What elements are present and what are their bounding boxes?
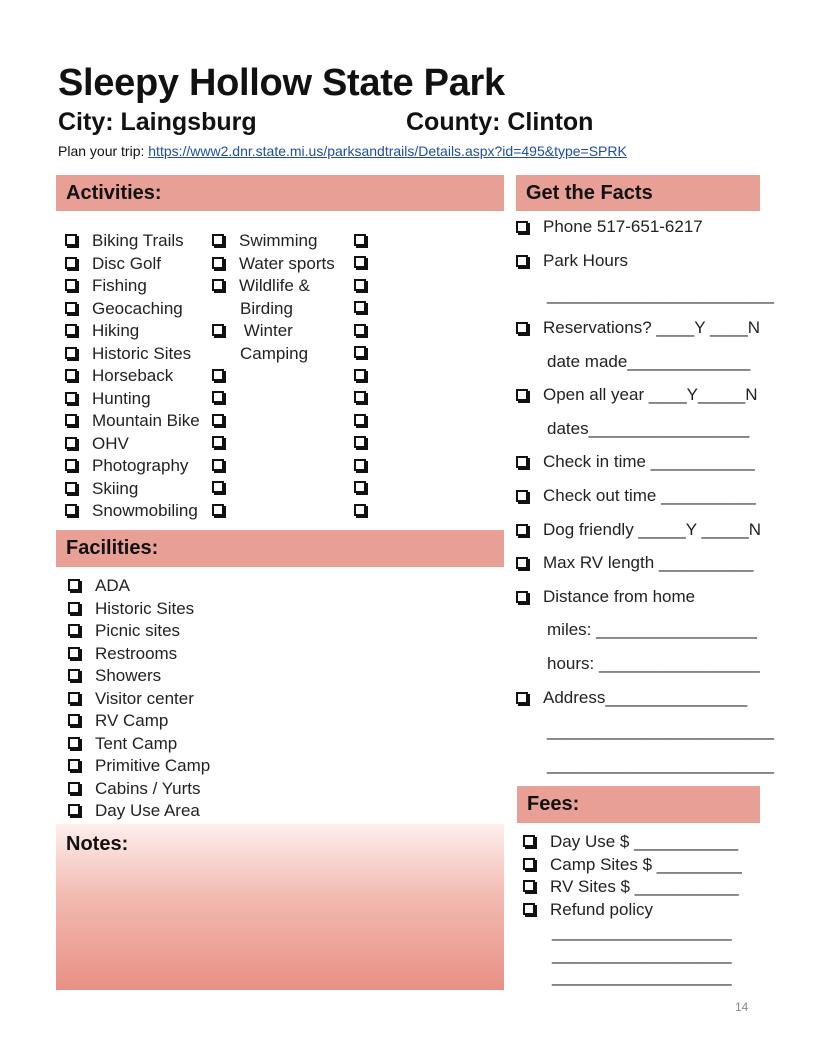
fee-rv-sites[interactable]: RV Sites $ ___________ <box>523 876 742 899</box>
fact-open-all-year[interactable]: Open all year ____Y_____N <box>516 385 758 405</box>
checkbox-icon[interactable] <box>354 391 366 403</box>
checkbox-icon[interactable] <box>212 504 224 516</box>
fact-park-hours[interactable]: Park Hours <box>516 251 628 271</box>
checkbox-icon[interactable] <box>65 504 77 516</box>
fact-address-line[interactable]: ________________________ <box>547 721 774 740</box>
fact-miles[interactable]: miles: _________________ <box>547 620 757 639</box>
activity-item[interactable]: Horseback <box>65 365 200 388</box>
checkbox-icon[interactable] <box>523 903 535 915</box>
fact-park-hours-line[interactable]: ________________________ <box>547 285 774 304</box>
checkbox-icon[interactable] <box>68 624 80 636</box>
city-label: City: Laingsburg <box>58 108 257 136</box>
fact-address[interactable]: Address_______________ <box>516 688 747 708</box>
activities-header: Activities: <box>56 175 504 211</box>
fact-check-in[interactable]: Check in time ___________ <box>516 452 755 472</box>
plan-trip-label: Plan your trip: <box>58 143 145 159</box>
facts-header: Get the Facts <box>516 175 760 211</box>
checkbox-icon[interactable] <box>354 279 366 291</box>
county-label: County: Clinton <box>406 108 594 136</box>
checkbox-icon[interactable] <box>516 490 528 502</box>
facility-item[interactable]: Historic Sites <box>68 598 210 621</box>
checkbox-icon[interactable] <box>68 692 80 704</box>
activity-item[interactable]: Disc Golf <box>65 253 200 276</box>
page-number: 14 <box>735 1000 749 1014</box>
checkbox-icon[interactable] <box>68 804 80 816</box>
checkbox-icon[interactable] <box>212 436 224 448</box>
checkbox-icon[interactable] <box>65 437 77 449</box>
checkbox-icon[interactable] <box>65 369 77 381</box>
checkbox-icon[interactable] <box>523 835 535 847</box>
checkbox-icon[interactable] <box>68 714 80 726</box>
checkbox-icon[interactable] <box>516 456 528 468</box>
checkbox-icon[interactable] <box>354 459 366 471</box>
plan-trip-line <box>58 143 627 159</box>
fee-refund-policy[interactable]: Refund policy <box>523 899 742 922</box>
checkbox-icon[interactable] <box>516 591 528 603</box>
facility-item[interactable]: Restrooms <box>68 643 210 666</box>
checkbox-icon[interactable] <box>65 257 77 269</box>
checkbox-icon[interactable] <box>354 481 366 493</box>
facility-item[interactable]: ADA <box>68 575 210 598</box>
facilities-list <box>68 575 210 823</box>
checkbox-icon[interactable] <box>354 346 366 358</box>
activity-item[interactable]: Hunting <box>65 388 200 411</box>
checkbox-icon[interactable] <box>68 669 80 681</box>
park-title: Sleepy Hollow State Park <box>58 62 505 104</box>
facilities-header: Facilities: <box>56 530 504 567</box>
fact-dog-friendly[interactable]: Dog friendly _____Y _____N <box>516 520 761 540</box>
checkbox-icon[interactable] <box>68 782 80 794</box>
checkbox-icon[interactable] <box>354 504 366 516</box>
checkbox-icon[interactable] <box>65 324 77 336</box>
checkbox-icon[interactable] <box>212 369 224 381</box>
checkbox-icon[interactable] <box>68 647 80 659</box>
checkbox-icon[interactable] <box>212 481 224 493</box>
activity-item[interactable]: Fishing <box>65 275 200 298</box>
checkbox-icon[interactable] <box>212 257 224 269</box>
checkbox-icon[interactable] <box>354 234 366 246</box>
checkbox-icon[interactable] <box>65 482 77 494</box>
fact-max-rv[interactable]: Max RV length __________ <box>516 553 753 573</box>
checkbox-icon[interactable] <box>65 414 77 426</box>
fact-address-line[interactable]: ________________________ <box>547 755 774 774</box>
activity-item[interactable]: Geocaching <box>65 298 200 321</box>
activities-column-2 <box>212 230 335 365</box>
checkbox-icon[interactable] <box>516 221 528 233</box>
fees-list <box>523 831 742 989</box>
fact-check-out[interactable]: Check out time __________ <box>516 486 756 506</box>
facility-item[interactable]: Showers <box>68 665 210 688</box>
checkbox-icon[interactable] <box>65 279 77 291</box>
activity-item[interactable]: Skiing <box>65 478 200 501</box>
checkbox-icon[interactable] <box>65 347 77 359</box>
checkbox-icon[interactable] <box>516 255 528 267</box>
checkbox-icon[interactable] <box>68 737 80 749</box>
checkbox-icon[interactable] <box>65 459 77 471</box>
checkbox-icon[interactable] <box>212 414 224 426</box>
fees-header: Fees: <box>517 786 760 823</box>
fee-refund-line[interactable]: ___________________ <box>552 922 732 941</box>
checkbox-icon[interactable] <box>212 279 224 291</box>
fact-reservations[interactable]: Reservations? ____Y ____N <box>516 318 760 338</box>
facility-item[interactable]: Cabins / Yurts <box>68 778 210 801</box>
activity-item-continued: Camping <box>240 343 309 363</box>
fee-refund-line[interactable]: ___________________ <box>552 967 732 986</box>
fact-distance[interactable]: Distance from home <box>516 587 695 607</box>
activity-item[interactable]: Wildlife & <box>212 275 335 298</box>
activity-item[interactable]: Photography <box>65 455 200 478</box>
facility-item[interactable]: RV Camp <box>68 710 210 733</box>
facility-item[interactable]: Picnic sites <box>68 620 210 643</box>
activity-item[interactable]: Hiking <box>65 320 200 343</box>
activity-item[interactable]: Winter <box>212 320 335 343</box>
facility-item[interactable]: Tent Camp <box>68 733 210 756</box>
checkbox-icon[interactable] <box>354 301 366 313</box>
fact-phone[interactable]: Phone 517-651-6217 <box>516 217 703 237</box>
fact-hours[interactable]: hours: _________________ <box>547 654 760 673</box>
checkbox-icon[interactable] <box>523 858 535 870</box>
checkbox-icon[interactable] <box>516 557 528 569</box>
activity-item[interactable]: Water sports <box>212 253 335 276</box>
checkbox-icon[interactable] <box>516 389 528 401</box>
notes-box[interactable] <box>56 824 504 990</box>
park-details-link[interactable]: https://www2.dnr.state.mi.us/parksandtrails/Details.aspx?id=495&type=SPRK <box>148 143 627 159</box>
checkbox-icon[interactable] <box>212 459 224 471</box>
fee-day-use[interactable]: Day Use $ ___________ <box>523 831 742 854</box>
checkbox-icon[interactable] <box>516 524 528 536</box>
checkbox-icon[interactable] <box>68 602 80 614</box>
checkbox-icon[interactable] <box>65 234 77 246</box>
checkbox-icon[interactable] <box>354 324 366 336</box>
facility-item[interactable]: Visitor center <box>68 688 210 711</box>
fee-refund-line[interactable]: ___________________ <box>552 944 732 964</box>
checkbox-icon[interactable] <box>516 692 528 704</box>
facility-item[interactable]: Primitive Camp <box>68 755 210 778</box>
fee-camp-sites[interactable]: Camp Sites $ _________ <box>523 854 742 877</box>
activity-item[interactable]: Historic Sites <box>65 343 200 366</box>
fact-dates[interactable]: dates_________________ <box>547 419 750 438</box>
activities-column-1 <box>65 230 200 523</box>
checkbox-icon[interactable] <box>354 256 366 268</box>
checkbox-icon[interactable] <box>516 322 528 334</box>
activity-item[interactable]: Mountain Bike <box>65 410 200 433</box>
facility-item[interactable]: Day Use Area <box>68 800 210 823</box>
fact-date-made[interactable]: date made_____________ <box>547 352 751 371</box>
checkbox-icon[interactable] <box>354 369 366 381</box>
checkbox-icon[interactable] <box>65 392 77 404</box>
checkbox-icon[interactable] <box>212 391 224 403</box>
checkbox-icon[interactable] <box>523 880 535 892</box>
checkbox-icon[interactable] <box>212 324 224 336</box>
activity-item[interactable]: Biking Trails <box>65 230 200 253</box>
checkbox-icon[interactable] <box>354 414 366 426</box>
activity-item[interactable]: Swimming <box>212 230 335 253</box>
checkbox-icon[interactable] <box>65 302 77 314</box>
checkbox-icon[interactable] <box>212 234 224 246</box>
checkbox-icon[interactable] <box>68 759 80 771</box>
activity-item-continued: Birding <box>240 298 293 318</box>
activity-item[interactable]: OHV <box>65 433 200 456</box>
notes-header: Notes: <box>66 833 129 855</box>
checkbox-icon[interactable] <box>68 579 80 591</box>
activity-item[interactable]: Snowmobiling <box>65 500 200 523</box>
checkbox-icon[interactable] <box>354 436 366 448</box>
